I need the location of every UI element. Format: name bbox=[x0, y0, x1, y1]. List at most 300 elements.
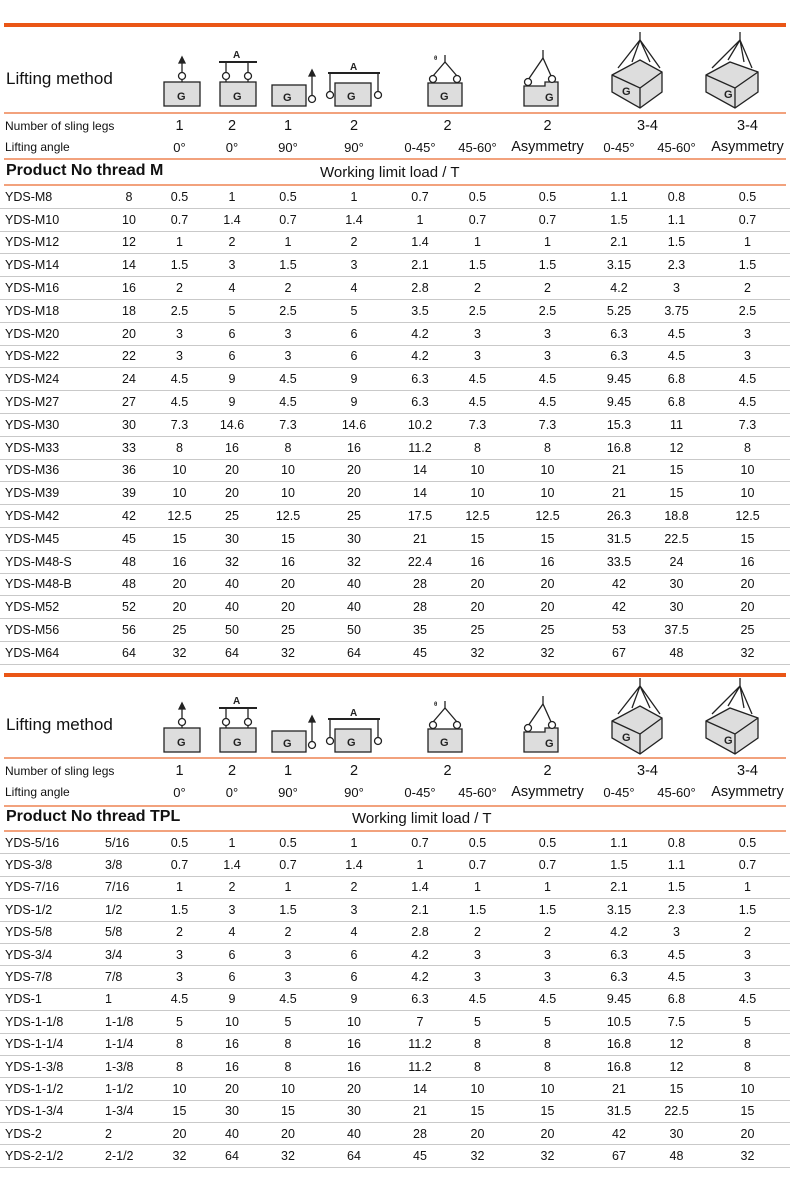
lifting-method-label: Lifting method bbox=[6, 69, 113, 88]
load-value: 0.7 bbox=[411, 189, 429, 204]
load-value: 22.5 bbox=[664, 1104, 689, 1119]
load-value: 8 bbox=[176, 440, 183, 455]
lifting-angle-value: 45-60° bbox=[657, 784, 696, 800]
double-leg-angle-icon bbox=[428, 701, 462, 752]
working-limit-load-header: Working limit load / T bbox=[352, 810, 492, 827]
load-value: 1.5 bbox=[468, 258, 487, 273]
load-value: 3 bbox=[744, 326, 751, 341]
svg-text:G: G bbox=[233, 91, 242, 103]
load-value: 15 bbox=[281, 531, 295, 546]
load-value: 1 bbox=[228, 835, 236, 850]
load-value: 67 bbox=[612, 1149, 626, 1164]
load-value: 11.2 bbox=[408, 1037, 432, 1052]
product-no: YDS-M45 bbox=[5, 531, 60, 546]
load-value: 3 bbox=[544, 970, 551, 985]
load-value: 15 bbox=[740, 1104, 755, 1119]
load-value: 45 bbox=[413, 1149, 427, 1164]
load-value: 1 bbox=[350, 189, 358, 204]
table-row bbox=[0, 989, 790, 1011]
load-value: 0.8 bbox=[667, 835, 686, 850]
single-leg-vertical-icon bbox=[164, 57, 200, 106]
load-value: 4.5 bbox=[468, 372, 487, 387]
load-value: 4.2 bbox=[411, 349, 429, 364]
load-value: 64 bbox=[347, 1149, 361, 1164]
table-row bbox=[0, 186, 790, 209]
load-value: 4.2 bbox=[411, 326, 429, 341]
load-value: 20 bbox=[281, 577, 295, 592]
divider bbox=[4, 757, 786, 759]
product-no: YDS-5/16 bbox=[5, 835, 60, 850]
table-row bbox=[0, 209, 790, 232]
load-value: 4.2 bbox=[610, 925, 628, 940]
load-value: 4.2 bbox=[411, 970, 429, 985]
thread-size: 3/4 bbox=[105, 947, 123, 962]
load-value: 4.5 bbox=[538, 992, 557, 1007]
load-value: 1.5 bbox=[538, 902, 557, 917]
load-value: 20 bbox=[540, 577, 555, 592]
load-value: 20 bbox=[470, 600, 485, 615]
load-value: 15 bbox=[470, 531, 485, 546]
load-value: 4.5 bbox=[738, 395, 757, 410]
load-value: 4.2 bbox=[411, 947, 429, 962]
load-value: 1.4 bbox=[345, 212, 363, 227]
lifting-angle-value: 0-45° bbox=[404, 139, 436, 155]
load-value: 32 bbox=[470, 645, 485, 660]
thread-size: 42 bbox=[122, 509, 136, 524]
table-row bbox=[0, 528, 790, 551]
product-no: YDS-M22 bbox=[5, 349, 60, 364]
divider bbox=[4, 112, 786, 114]
load-value: 7.3 bbox=[538, 417, 557, 432]
product-no: YDS-M18 bbox=[5, 303, 60, 318]
sling-legs-value: 3-4 bbox=[637, 763, 658, 779]
load-value: 30 bbox=[225, 531, 239, 546]
load-value: 10 bbox=[470, 1081, 485, 1096]
thread-size: 7/8 bbox=[105, 970, 123, 985]
load-value: 10 bbox=[740, 486, 755, 501]
load-value: 4.5 bbox=[738, 992, 757, 1007]
load-value: 10.5 bbox=[606, 1014, 632, 1029]
load-value: 10 bbox=[281, 1081, 295, 1096]
load-value: 20 bbox=[740, 577, 755, 592]
load-value: 5 bbox=[228, 303, 236, 318]
load-value: 25 bbox=[540, 623, 555, 638]
load-value: 3 bbox=[228, 258, 236, 273]
load-value: 4.5 bbox=[667, 970, 686, 985]
load-value: 6.8 bbox=[667, 372, 686, 387]
load-value: 12 bbox=[669, 1059, 684, 1074]
load-value: 16 bbox=[225, 1059, 239, 1074]
load-value: 42 bbox=[612, 1126, 626, 1141]
table-row bbox=[0, 323, 790, 346]
load-value: 8 bbox=[176, 1059, 183, 1074]
load-value: 64 bbox=[347, 645, 361, 660]
table-row bbox=[0, 254, 790, 277]
load-value: 30 bbox=[347, 1104, 361, 1119]
load-value: 10 bbox=[225, 1014, 239, 1029]
table-row bbox=[0, 1123, 790, 1145]
product-no: YDS-M14 bbox=[5, 258, 60, 273]
load-value: 10 bbox=[540, 1081, 555, 1096]
load-value: 2.5 bbox=[170, 303, 189, 318]
load-value: 53 bbox=[612, 623, 626, 638]
load-value: 4.5 bbox=[667, 349, 686, 364]
divider bbox=[4, 805, 786, 807]
lifting-angle-value: 0° bbox=[225, 784, 239, 800]
load-value: 2.3 bbox=[667, 902, 686, 917]
thread-size: 18 bbox=[122, 303, 136, 318]
load-value: 9 bbox=[350, 992, 358, 1007]
svg-text:A: A bbox=[350, 708, 358, 719]
working-limit-load-header: Working limit load / T bbox=[320, 164, 460, 181]
load-value: 30 bbox=[669, 1126, 684, 1141]
load-value: 2.8 bbox=[411, 281, 429, 296]
sling-legs-value: 1 bbox=[283, 118, 293, 134]
load-value: 1 bbox=[228, 189, 236, 204]
load-value: 32 bbox=[172, 1149, 187, 1164]
load-value: 1.5 bbox=[170, 902, 189, 917]
load-value: 8 bbox=[744, 1059, 751, 1074]
table-row bbox=[0, 944, 790, 966]
load-value: 3 bbox=[176, 349, 183, 364]
product-no: YDS-M27 bbox=[5, 395, 60, 410]
load-value: 20 bbox=[281, 1126, 295, 1141]
load-value: 10 bbox=[540, 463, 555, 478]
svg-text:G: G bbox=[545, 738, 554, 750]
divider bbox=[4, 158, 786, 160]
load-value: 20 bbox=[540, 600, 555, 615]
load-value: 17.5 bbox=[407, 509, 433, 524]
table-row bbox=[0, 899, 790, 921]
table-row bbox=[0, 414, 790, 437]
load-value: 3 bbox=[744, 970, 751, 985]
load-value: 1.4 bbox=[223, 858, 241, 873]
thread-size: 36 bbox=[122, 463, 136, 478]
thread-size: 64 bbox=[122, 645, 136, 660]
load-value: 6 bbox=[228, 970, 236, 985]
load-value: 0.5 bbox=[538, 835, 557, 850]
load-value: 40 bbox=[225, 1126, 239, 1141]
load-value: 6 bbox=[350, 947, 358, 962]
load-value: 12.5 bbox=[535, 509, 560, 524]
thread-size: 12 bbox=[122, 235, 136, 250]
svg-text:G: G bbox=[283, 92, 292, 104]
load-value: 35 bbox=[413, 623, 427, 638]
load-value: 32 bbox=[281, 645, 295, 660]
load-value: 5 bbox=[350, 303, 358, 318]
load-value: 8 bbox=[284, 440, 292, 455]
table-row bbox=[0, 832, 790, 854]
thread-size: 48 bbox=[122, 577, 136, 592]
svg-text:G: G bbox=[177, 91, 186, 103]
product-no: YDS-M48-S bbox=[5, 554, 72, 569]
load-value: 16 bbox=[172, 554, 187, 569]
load-value: 8 bbox=[474, 440, 481, 455]
load-value: 8 bbox=[474, 1037, 481, 1052]
double-leg-angle-icon bbox=[428, 55, 462, 106]
load-value: 20 bbox=[225, 1081, 239, 1096]
load-value: 25 bbox=[470, 623, 485, 638]
load-value: 15 bbox=[540, 1104, 555, 1119]
load-value: 2 bbox=[474, 281, 481, 296]
thread-size: 22 bbox=[122, 349, 136, 364]
load-value: 10 bbox=[172, 486, 187, 501]
load-value: 31.5 bbox=[606, 531, 632, 546]
product-no: YDS-M48-B bbox=[5, 577, 72, 592]
load-value: 1.1 bbox=[667, 212, 686, 227]
thread-size: 48 bbox=[122, 554, 136, 569]
four-leg-box-icon bbox=[612, 32, 662, 108]
load-value: 0.5 bbox=[738, 189, 757, 204]
load-value: 37.5 bbox=[664, 623, 689, 638]
load-value: 2.5 bbox=[538, 303, 557, 318]
svg-text:G: G bbox=[622, 732, 631, 744]
load-value: 6 bbox=[350, 970, 358, 985]
load-value: 5 bbox=[176, 1014, 183, 1029]
table-row bbox=[0, 619, 790, 642]
load-value: 1 bbox=[176, 235, 183, 250]
load-value: 10 bbox=[172, 463, 187, 478]
load-value: 7.3 bbox=[468, 417, 487, 432]
load-value: 10 bbox=[172, 1081, 187, 1096]
table-row bbox=[0, 482, 790, 505]
thread-size: 14 bbox=[122, 258, 136, 273]
thread-size: 1-1/8 bbox=[105, 1014, 134, 1029]
load-value: 6 bbox=[228, 947, 236, 962]
load-value: 0.5 bbox=[468, 189, 487, 204]
product-no: YDS-M52 bbox=[5, 600, 60, 615]
load-value: 10 bbox=[740, 463, 755, 478]
table-row bbox=[0, 1078, 790, 1100]
asymmetric-four-leg-box-icon bbox=[706, 678, 758, 754]
load-value: 16 bbox=[540, 554, 555, 569]
load-value: 14 bbox=[413, 486, 427, 501]
load-value: 3 bbox=[744, 947, 751, 962]
load-value: 0.5 bbox=[170, 189, 189, 204]
product-no: YDS-1-1/8 bbox=[5, 1014, 64, 1029]
load-value: 7.3 bbox=[738, 417, 757, 432]
thread-size: 20 bbox=[122, 326, 136, 341]
load-value: 2 bbox=[744, 925, 751, 940]
load-value: 5 bbox=[744, 1014, 751, 1029]
load-value: 25 bbox=[740, 623, 755, 638]
load-value: 2 bbox=[544, 925, 551, 940]
sling-legs-value: 2 bbox=[349, 763, 359, 779]
load-value: 33.5 bbox=[606, 554, 632, 569]
load-value: 3.5 bbox=[411, 303, 429, 318]
single-leg-side-icon bbox=[272, 716, 316, 752]
load-value: 0.8 bbox=[667, 189, 686, 204]
table-row bbox=[0, 1056, 790, 1078]
thread-size: 10 bbox=[122, 212, 136, 227]
load-value: 1.1 bbox=[610, 189, 628, 204]
product-no: YDS-5/8 bbox=[5, 925, 53, 940]
load-value: 3 bbox=[673, 281, 680, 296]
load-value: 0.7 bbox=[738, 212, 757, 227]
load-value: 20 bbox=[172, 1126, 187, 1141]
load-value: 32 bbox=[172, 645, 187, 660]
single-leg-side-icon bbox=[272, 70, 316, 106]
sling-legs-value: 2 bbox=[543, 763, 552, 779]
product-no-header: Product No thread M bbox=[6, 162, 164, 179]
load-value: 10 bbox=[540, 486, 555, 501]
load-value: 3 bbox=[544, 349, 551, 364]
load-value: 22.5 bbox=[664, 531, 689, 546]
load-value: 1 bbox=[744, 880, 751, 895]
load-value: 6.3 bbox=[610, 947, 628, 962]
load-value: 4 bbox=[228, 281, 236, 296]
load-value: 4.5 bbox=[667, 326, 686, 341]
load-value: 5.25 bbox=[606, 303, 632, 318]
load-value: 6.3 bbox=[411, 372, 429, 387]
load-value: 9.45 bbox=[606, 992, 632, 1007]
load-value: 16 bbox=[281, 554, 295, 569]
load-value: 32 bbox=[740, 1149, 755, 1164]
load-value: 21 bbox=[612, 1081, 626, 1096]
load-value: 15 bbox=[470, 1104, 485, 1119]
load-value: 8 bbox=[544, 1059, 551, 1074]
load-value: 6 bbox=[228, 349, 236, 364]
product-no: YDS-2 bbox=[5, 1126, 42, 1141]
load-value: 9.45 bbox=[606, 372, 632, 387]
load-value: 0.7 bbox=[411, 835, 429, 850]
lifting-angle-value: 45-60° bbox=[458, 139, 497, 155]
load-value: 20 bbox=[225, 463, 239, 478]
sling-legs-value: 1 bbox=[175, 118, 184, 134]
sling-legs-value: 2 bbox=[227, 118, 237, 134]
thread-size: 2 bbox=[105, 1126, 112, 1141]
load-value: 6 bbox=[350, 349, 358, 364]
load-value: 26.3 bbox=[606, 509, 632, 524]
load-value: 1 bbox=[744, 235, 751, 250]
load-value: 4.5 bbox=[170, 372, 189, 387]
load-value: 14 bbox=[413, 463, 427, 478]
load-value: 25 bbox=[172, 623, 187, 638]
load-value: 4.2 bbox=[610, 281, 628, 296]
load-value: 16.8 bbox=[606, 1059, 632, 1074]
lifting-angle-value: 0° bbox=[173, 784, 186, 800]
table-row bbox=[0, 966, 790, 988]
load-value: 16 bbox=[347, 440, 361, 455]
load-value: 1 bbox=[474, 880, 481, 895]
sling-legs-label: Number of sling legs bbox=[5, 119, 115, 133]
load-value: 3 bbox=[474, 326, 481, 341]
load-value: 15 bbox=[669, 463, 684, 478]
thread-size: 1-3/8 bbox=[105, 1059, 134, 1074]
load-value: 8 bbox=[544, 440, 551, 455]
product-no: YDS-M16 bbox=[5, 281, 60, 296]
load-value: 15.3 bbox=[606, 417, 632, 432]
load-value: 28 bbox=[413, 577, 427, 592]
lifting-angle-value: 90° bbox=[344, 784, 364, 800]
double-leg-side-beam-icon bbox=[327, 708, 382, 752]
load-value: 16.8 bbox=[606, 1037, 632, 1052]
load-value: 3 bbox=[228, 902, 236, 917]
load-value: 64 bbox=[225, 1149, 239, 1164]
svg-text:G: G bbox=[724, 89, 733, 101]
product-no: YDS-M10 bbox=[5, 212, 60, 227]
product-no: YDS-2-1/2 bbox=[5, 1149, 64, 1164]
load-value: 4.5 bbox=[538, 395, 557, 410]
load-value: 2 bbox=[544, 281, 551, 296]
load-value: 4 bbox=[350, 925, 358, 940]
load-value: 30 bbox=[225, 1104, 239, 1119]
load-value: 30 bbox=[347, 531, 361, 546]
load-value: 20 bbox=[470, 577, 485, 592]
load-value: 0.7 bbox=[738, 858, 757, 873]
load-value: 7 bbox=[416, 1014, 424, 1029]
thread-size: 1 bbox=[105, 992, 112, 1007]
load-value: 1.5 bbox=[538, 258, 557, 273]
load-value: 2.1 bbox=[610, 235, 628, 250]
load-value: 8 bbox=[744, 1037, 751, 1052]
load-value: 6.8 bbox=[667, 992, 686, 1007]
load-value: 2.5 bbox=[279, 303, 297, 318]
load-value: 0.7 bbox=[538, 858, 557, 873]
load-value: 4.5 bbox=[170, 395, 189, 410]
table-row bbox=[0, 574, 790, 597]
load-value: 3 bbox=[176, 947, 183, 962]
thread-tpl-table bbox=[0, 832, 790, 1168]
load-value: 6.3 bbox=[610, 326, 628, 341]
load-value: 2 bbox=[176, 925, 183, 940]
thread-size: 7/16 bbox=[105, 880, 130, 895]
load-value: 21 bbox=[612, 463, 626, 478]
load-value: 16 bbox=[470, 554, 485, 569]
load-value: 20 bbox=[347, 463, 361, 478]
table-row bbox=[0, 877, 790, 899]
load-value: 9 bbox=[228, 372, 236, 387]
thread-size: 1-3/4 bbox=[105, 1104, 134, 1119]
double-leg-side-beam-icon bbox=[327, 62, 382, 106]
load-value: 3 bbox=[284, 947, 292, 962]
load-value: 10 bbox=[740, 1081, 755, 1096]
load-value: 3 bbox=[474, 947, 481, 962]
load-value: 1 bbox=[416, 212, 424, 227]
load-value: 50 bbox=[225, 623, 239, 638]
four-leg-box-icon bbox=[612, 678, 662, 754]
load-value: 8 bbox=[176, 1037, 183, 1052]
load-value: 45 bbox=[413, 645, 427, 660]
svg-text:G: G bbox=[233, 737, 242, 749]
load-value: 9.45 bbox=[606, 395, 632, 410]
product-no: YDS-M30 bbox=[5, 417, 60, 432]
product-no: YDS-7/8 bbox=[5, 970, 53, 985]
load-value: 32 bbox=[470, 1149, 485, 1164]
load-value: 6.3 bbox=[411, 395, 429, 410]
product-no-header: Product No thread TPL bbox=[6, 808, 181, 825]
load-value: 32 bbox=[540, 1149, 555, 1164]
load-value: 12.5 bbox=[465, 509, 490, 524]
lifting-method-diagrams bbox=[0, 646, 790, 756]
lifting-angle-row bbox=[0, 781, 790, 803]
product-no: YDS-1-3/8 bbox=[5, 1059, 64, 1074]
load-value: 15 bbox=[669, 1081, 684, 1096]
load-value: 2 bbox=[350, 880, 358, 895]
sling-legs-value: 3-4 bbox=[637, 118, 658, 134]
lifting-angle-row bbox=[0, 136, 790, 158]
sling-legs-row bbox=[0, 761, 790, 781]
asymmetric-two-leg-icon bbox=[524, 696, 558, 752]
sling-legs-row bbox=[0, 116, 790, 136]
table-row bbox=[0, 277, 790, 300]
load-value: 1 bbox=[176, 880, 183, 895]
load-value: 32 bbox=[281, 1149, 295, 1164]
load-value: 40 bbox=[347, 1126, 361, 1141]
load-value: 1.5 bbox=[610, 212, 628, 227]
load-value: 3 bbox=[284, 970, 292, 985]
lifting-angle-value: 0-45° bbox=[404, 784, 436, 800]
